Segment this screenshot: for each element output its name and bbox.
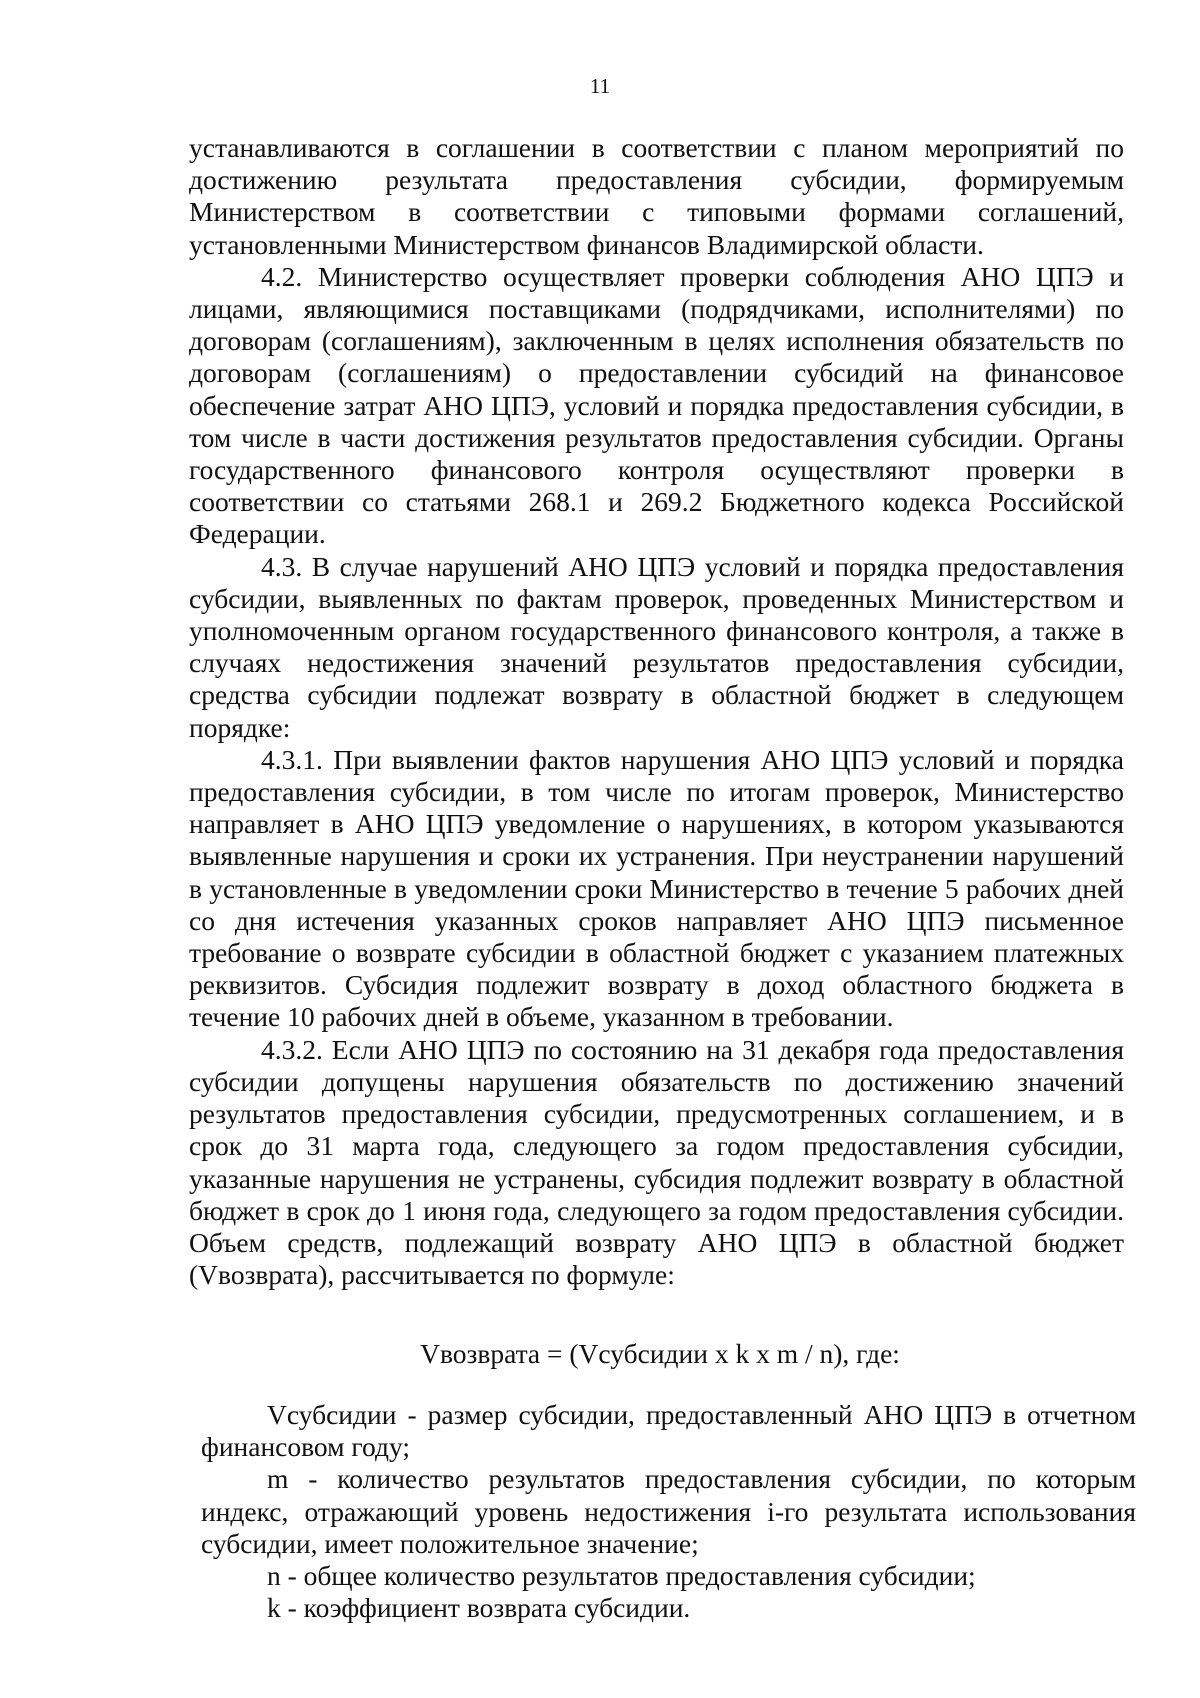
paragraph-4-3-2: 4.3.2. Если АНО ЦПЭ по состоянию на 31 декабря года предоставления субсидии допущены нарушения обязательств по достижению значений результатов предоставления субсидии, предусмотренных соглашением, и в срок до 31 марта года, следующего за годом предоставления субсидии, указанные нарушения не устранены, субсидия подлежит возврату в областной бюджет в срок до 1 июня года, следующего за годом предоставления субсидии. Объем средств, подлежащий возврату АНО ЦПЭ в областной бюджет (Vвозврата), рассчитывается по формуле: (189, 1033, 1124, 1291)
definition-n: n - общее количество результатов предоставления субсидии; (267, 1560, 976, 1592)
definition-k: k - коэффициент возврата субсидии. (267, 1592, 691, 1624)
formula: Vвозврата = (Vсубсидии x k x m / n), где: (420, 1338, 900, 1369)
definition-m: m - количество результатов предоставления субсидии, по которым индекс, отражающий уровень недостижения i-го результата использования субсидии, имеет положительное значение; (201, 1463, 1136, 1559)
formula-definitions (201, 1399, 1136, 1624)
paragraph-continuation: устанавливаются в соглашении в соответствии с планом мероприятий по достижению результата предоставления субсидии, формируемым Министерством в соответствии с типовыми формами соглашений, установленными Министерством финансов Владимирской области. (189, 132, 1124, 260)
definition-v-subsidy: Vсубсидии - размер субсидии, предоставленный АНО ЦПЭ в отчетном финансовом году; (201, 1399, 1136, 1463)
page-number: 11 (589, 74, 611, 98)
document-body (189, 132, 1124, 1291)
paragraph-4-3: 4.3. В случае нарушений АНО ЦПЭ условий и порядка предоставления субсидии, выявленных по фактам проверок, проведенных Министерством и уполномоченным органом государственного финансового контроля, а также в случаях недостижения значений результатов предоставления субсидии, средства субсидии подлежат возврату в областной бюджет в следующем порядке: (189, 550, 1124, 743)
paragraph-4-3-1: 4.3.1. При выявлении фактов нарушения АНО ЦПЭ условий и порядка предоставления субсидии, в том числе по итогам проверок, Министерство направляет в АНО ЦПЭ уведомление о нарушениях, в котором указываются выявленные нарушения и сроки их устранения. При неустранении нарушений в установленные в уведомлении сроки Министерство в течение 5 рабочих дней со дня истечения указанных сроков направляет АНО ЦПЭ письменное требование о возврате субсидии в областной бюджет с указанием платежных реквизитов. Субсидия подлежит возврату в доход областного бюджета в течение 10 рабочих дней в объеме, указанном в требовании. (189, 743, 1124, 1033)
paragraph-4-2: 4.2. Министерство осуществляет проверки соблюдения АНО ЦПЭ и лицами, являющимися поставщиками (подрядчиками, исполнителями) по договорам (соглашениям), заключенным в целях исполнения обязательств по договорам (соглашениям) о предоставлении субсидий на финансовое обеспечение затрат АНО ЦПЭ, условий и порядка предоставления субсидии, в том числе в части достижения результатов предоставления субсидии. Органы государственного финансового контроля осуществляют проверки в соответствии со статьями 268.1 и 269.2 Бюджетного кодекса Российской Федерации. (189, 260, 1124, 550)
